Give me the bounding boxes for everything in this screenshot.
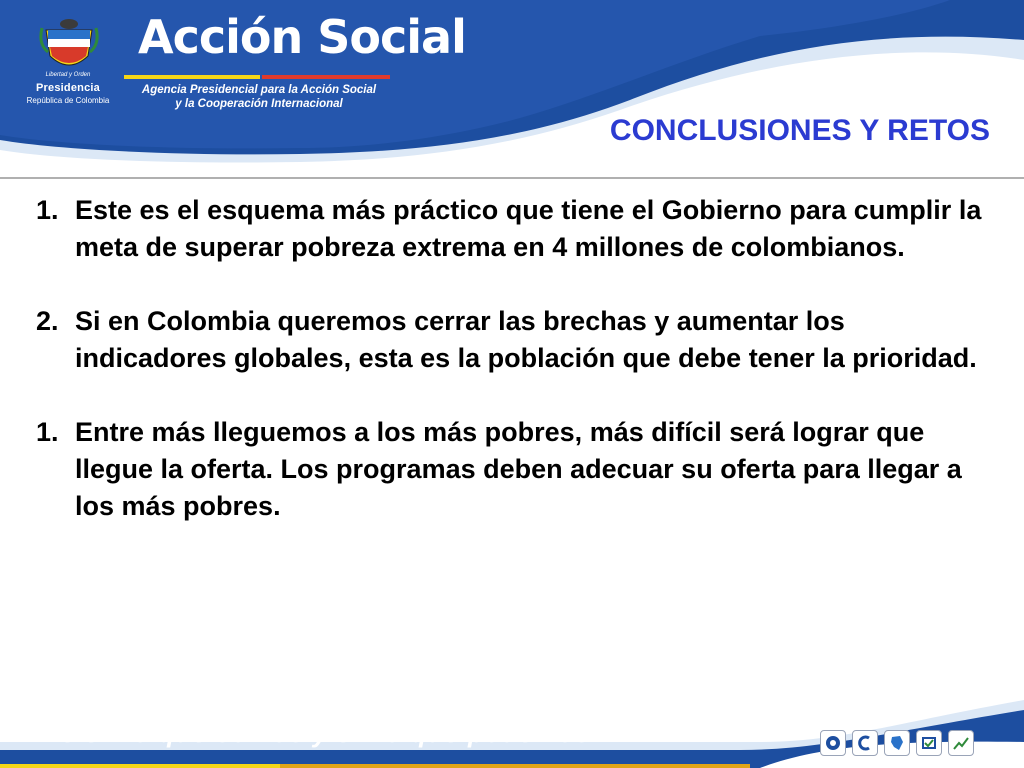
agency-subtitle	[124, 83, 394, 111]
item-text: Si en Colombia queremos cerrar las brechas y aumentar los indicadores globales, esta es la población que debe tener la prioridad.	[75, 306, 977, 373]
brand-underline-yellow	[124, 75, 260, 79]
footer-slogan: Fe en lo que somos y en lo que podemos.	[44, 718, 599, 748]
colombia-coat-of-arms-icon	[38, 16, 100, 74]
brand-underline-red	[262, 75, 390, 79]
conclusion-item	[36, 192, 996, 266]
republica-label: República de Colombia	[26, 96, 110, 105]
certification-logos	[820, 730, 974, 756]
title-divider	[0, 177, 1024, 179]
item-number: 1.	[36, 195, 59, 225]
growth-chart-icon	[948, 730, 974, 756]
certification-seal-icon	[820, 730, 846, 756]
accion-social-logo: Acción Social	[138, 10, 466, 64]
item-number: 1.	[36, 417, 59, 447]
item-text: Este es el esquema más práctico que tiene el Gobierno para cumplir la meta de superar pobreza extrema en 4 millones de colombianos.	[75, 195, 982, 262]
slide-title: CONCLUSIONES Y RETOS	[609, 114, 990, 147]
conclusions-list	[36, 192, 996, 562]
item-text: Entre más lleguemos a los más pobres, más difícil será lograr que llegue la oferta. Los programas deben adecuar su oferta para llegar a los más pobres.	[75, 417, 962, 521]
quality-seal-icon	[852, 730, 878, 756]
conclusion-item	[36, 414, 996, 525]
agency-subtitle-line-2: y la Cooperación Internacional	[175, 98, 343, 110]
presidencia-label: Presidencia	[36, 82, 100, 94]
crest-motto: Libertad y Orden	[45, 72, 91, 78]
iso-certification-icon	[916, 730, 942, 756]
conclusion-item	[36, 303, 996, 377]
item-number: 2.	[36, 306, 59, 336]
agency-subtitle-line-1: Agencia Presidencial para la Acción Social	[141, 84, 377, 96]
colombia-map-icon	[884, 730, 910, 756]
